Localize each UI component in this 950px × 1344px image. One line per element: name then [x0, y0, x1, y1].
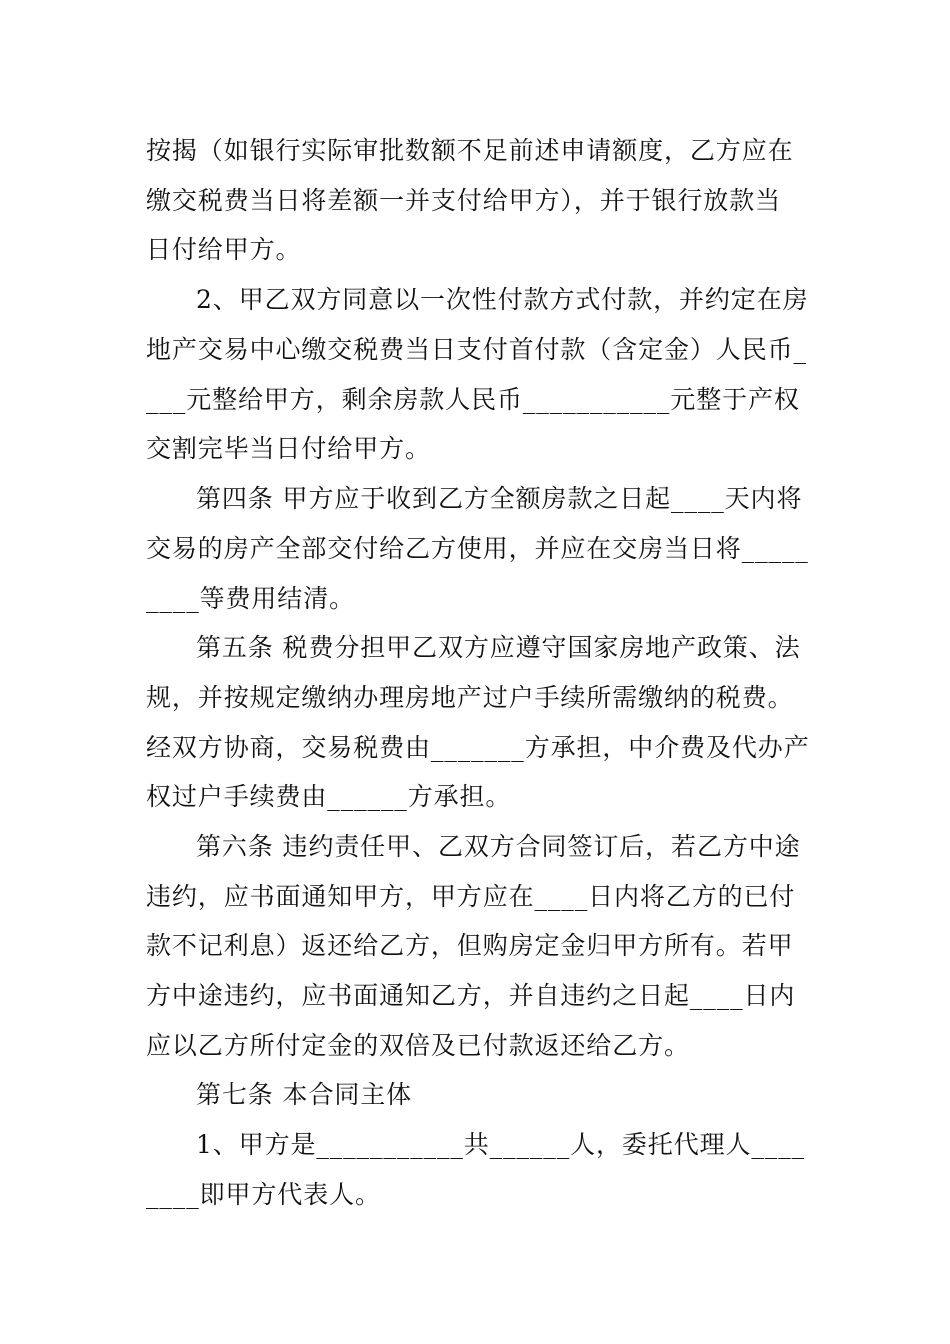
text-line: 权过户手续费由______方承担。 [146, 782, 512, 811]
text-line: 交割完毕当日付给甲方。 [146, 434, 431, 463]
text-line: 日付给甲方。 [146, 235, 302, 264]
paragraph-start: 第六条 违约责任甲、乙双方合同签订后，若乙方中途 [196, 832, 801, 861]
text-line: ____即甲方代表人。 [146, 1180, 381, 1209]
paragraph-start: 1、甲方是___________共______人，委托代理人____ [196, 1130, 806, 1159]
text-line: 违约，应书面通知甲方，甲方应在____日内将乙方的已付 [146, 882, 796, 911]
paragraph-start: 第四条 甲方应于收到乙方全额房款之日起____天内将 [196, 484, 803, 513]
paragraph-start: 2、甲乙双方同意以一次性付款方式付款，并约定在房 [196, 285, 809, 314]
text-line: ___元整给甲方，剩余房款人民币___________元整于产权 [146, 385, 800, 414]
text-line: 规，并按规定缴纳办理房地产过户手续所需缴纳的税费。 [146, 683, 794, 712]
text-line: 应以乙方所付定金的双倍及已付款返还给乙方。 [146, 1031, 690, 1060]
text-line: 交易的房产全部交付给乙方使用，并应在交房当日将_____ [146, 534, 809, 563]
text-line: 按揭（如银行实际审批数额不足前述申请额度，乙方应在 [146, 136, 794, 165]
text-line: 地产交易中心缴交税费当日支付首付款（含定金）人民币_ [146, 335, 807, 364]
paragraph-start: 第五条 税费分担甲乙双方应遵守国家房地产政策、法 [196, 633, 801, 662]
text-line: 款不记利息）返还给乙方，但购房定金归甲方所有。若甲 [146, 931, 794, 960]
text-line: ____等费用结清。 [146, 584, 356, 613]
text-line: 方中途违约，应书面通知乙方，并自违约之日起____日内 [146, 981, 796, 1010]
text-line: 经双方协商，交易税费由_______方承担，中介费及代办产 [146, 733, 810, 762]
text-line: 缴交税费当日将差额一并支付给甲方），并于银行放款当 [146, 186, 782, 215]
paragraph-start: 第七条 本合同主体 [196, 1080, 413, 1109]
